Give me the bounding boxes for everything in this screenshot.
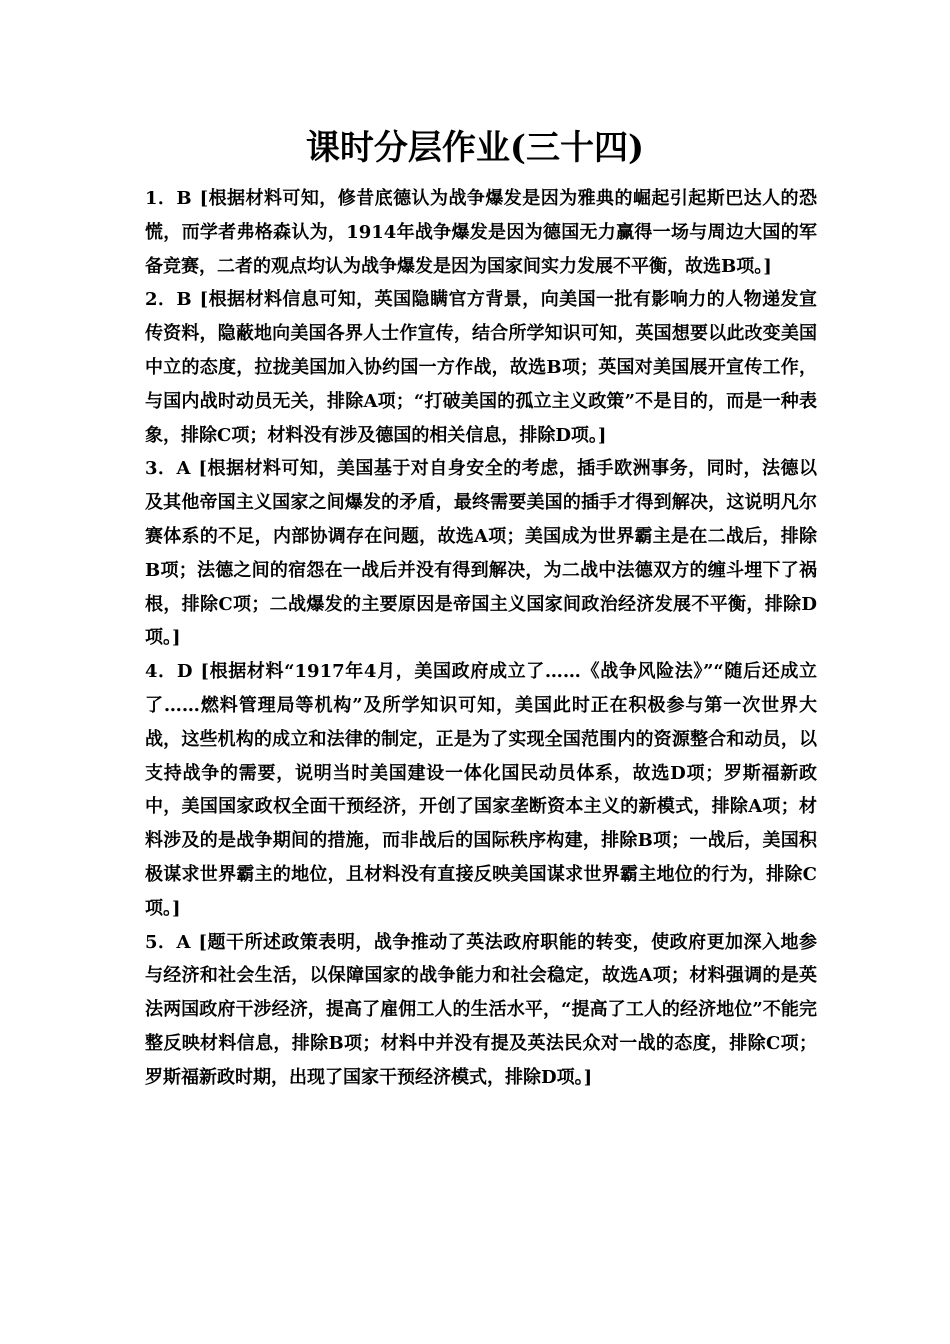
answer-item-5 [145, 926, 817, 1095]
answer-item-4 [145, 655, 817, 925]
answer-explanation: [根据材料可知，美国基于对自身安全的考虑，插手欧洲事务，同时，法德以及其他帝国主义国家之间爆发的矛盾，最终需要美国的插手才得到解决，这说明凡尔赛体系的不足，内部协调存在问题，故选A项；美国成为世界霸主是在二战后，排除B项；法德之间的宿怨在一战后并没有得到解决，为二战中法德双方的缠斗埋下了祸根，排除C项；二战爆发的主要原因是帝国主义国家间政治经济发展不平衡，排除D项。] [145, 458, 817, 649]
answer-number: 1．B [145, 188, 192, 209]
answer-number: 3．A [145, 458, 191, 480]
answer-explanation: [题干所述政策表明，战争推动了英法政府职能的转变，使政府更加深入地参与经济和社会生活，以保障国家的战争能力和社会稳定，故选A项；材料强调的是英法两国政府干涉经济，提高了雇佣工人的生活水平，“提高了工人的经济地位”不能完整反映材料信息，排除B项；材料中并没有提及英法民众对一战的态度，排除C项；罗斯福新政时期，出现了国家干预经济模式，排除D项。] [145, 931, 817, 1088]
answer-explanation: [根据材料信息可知，英国隐瞒官方背景，向美国一批有影响力的人物递发宣传资料，隐蔽地向美国各界人士作宣传，结合所学知识可知，英国想要以此改变美国中立的态度，拉拢美国加入协约国一方作战，故选B项；英国对美国展开宣传工作，与国内战时动员无关，排除A项；“打破美国的孤立主义政策”不是目的，而是一种表象，排除C项；材料没有涉及德国的相关信息，排除D项。] [145, 289, 817, 446]
answer-item-2 [145, 283, 817, 452]
answer-number: 2．B [145, 289, 192, 311]
answer-item-3 [145, 452, 817, 655]
answer-number: 5．A [145, 931, 191, 953]
answer-number: 4．D [145, 661, 193, 683]
page-title: 课时分层作业(三十四) [305, 128, 645, 168]
answer-explanation: [根据材料“1917年4月，美国政府成立了……《战争风险法》”“随后还成立了……燃料管理局等机构”及所学知识可知，美国此时正在积极参与第一次世界大战，这些机构的成立和法律的制定，正是为了实现全国范围内的资源整合和动员，以支持战争的需要，说明当时美国建设一体化国民动员体系，故选D项；罗斯福新政中，美国国家政权全面干预经济，开创了国家垄断资本主义的新模式，排除A项；材料涉及的是战争期间的措施，而非战后的国际秩序构建，排除B项；一战后，美国积极谋求世界霸主的地位，且材料没有直接反映美国谋求世界霸主地位的行为，排除C项。] [145, 661, 817, 919]
answer-item-1 [145, 182, 817, 283]
answer-explanation: [根据材料可知，修昔底德认为战争爆发是因为雅典的崛起引起斯巴达人的恐慌，而学者弗格森认为，1914年战争爆发是因为德国无力赢得一场与周边大国的军备竞赛，二者的观点均认为战争爆发是因为国家间实力发展不平衡，故选B项。] [145, 188, 817, 277]
answer-list [145, 182, 817, 1095]
